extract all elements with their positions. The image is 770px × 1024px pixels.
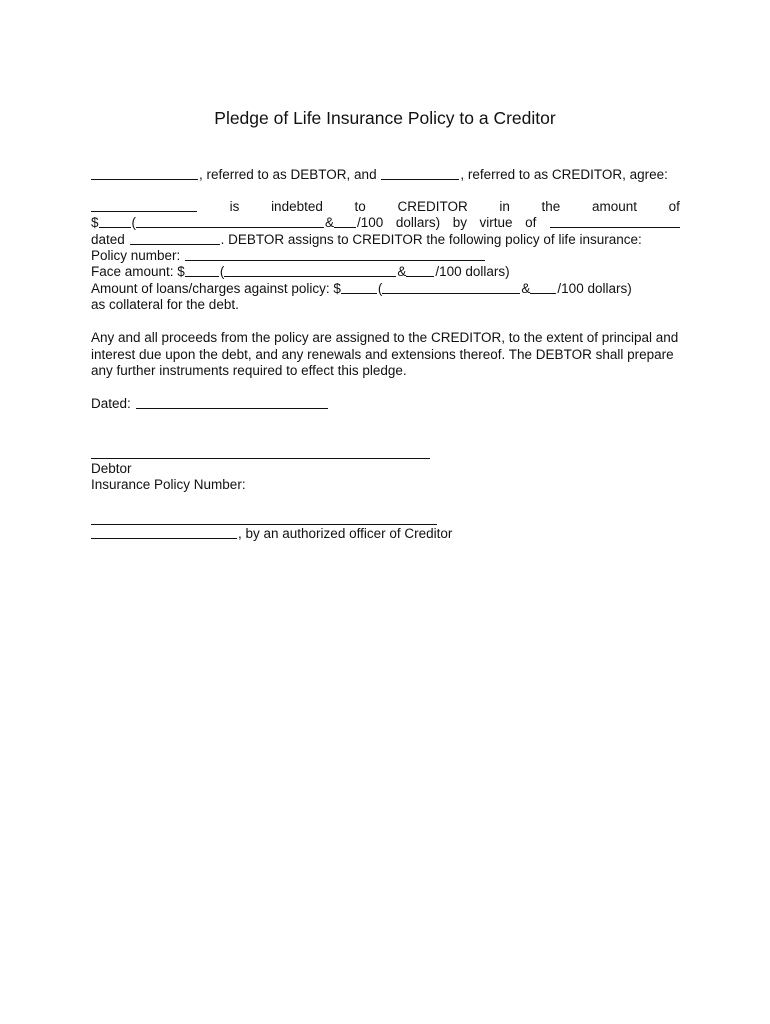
intro-line — [91, 167, 680, 183]
officer-name-blank[interactable] — [91, 526, 237, 539]
loans-tail: /100 dollars) — [557, 281, 632, 296]
agreement-date-blank[interactable] — [130, 232, 220, 245]
indebted-word-in: in — [499, 199, 510, 214]
proceeds-paragraph-line-3: any further instruments required to effect this pledge. — [91, 363, 407, 378]
amount-of-word: of — [525, 215, 537, 230]
face-amount-cents-blank[interactable] — [406, 264, 434, 277]
policy-number-label: Policy number: — [91, 248, 181, 263]
face-amount-line — [91, 264, 680, 280]
insurance-policy-number-label: Insurance Policy Number: — [91, 477, 246, 492]
intro-text-2: , referred to as CREDITOR, agree: — [460, 167, 668, 182]
amount-ampersand: & — [325, 215, 335, 230]
officer-line — [91, 526, 680, 542]
dated-assign-line — [91, 232, 680, 248]
indebted-line — [91, 199, 680, 215]
dated-blank[interactable] — [136, 396, 328, 409]
loans-line — [91, 281, 680, 297]
loans-open-paren: ( — [377, 281, 383, 296]
indebted-word-of: of — [668, 199, 680, 214]
document-title: Pledge of Life Insurance Policy to a Creditor — [214, 108, 556, 128]
policy-number-line — [91, 248, 680, 264]
virtue-of-blank[interactable] — [550, 215, 680, 228]
intro-text-1: , referred to as DEBTOR, and — [199, 167, 377, 182]
indebted-word-amount: amount — [591, 199, 638, 214]
assign-text: . DEBTOR assigns to CREDITOR the following policy of life insurance: — [220, 232, 642, 247]
collateral-line: as collateral for the debt. — [91, 297, 239, 312]
face-amount-label: Face amount: $ — [91, 264, 185, 279]
face-amount-words-blank[interactable] — [224, 264, 396, 277]
creditor-signature-line[interactable] — [91, 524, 437, 525]
debtor-name-blank[interactable] — [91, 167, 198, 180]
proceeds-paragraph-line-2: interest due upon the debt, and any renewals and extensions thereof. The DEBTOR shall prepare — [91, 347, 674, 362]
amount-dollars-blank[interactable] — [99, 215, 131, 228]
loans-label: Amount of loans/charges against policy: $ — [91, 281, 341, 296]
indebted-party-blank[interactable] — [91, 199, 197, 212]
dated-line — [91, 396, 680, 412]
dated-word: dated — [91, 232, 125, 247]
indebted-word-the: the — [541, 199, 561, 214]
indebted-word-creditor: CREDITOR — [397, 199, 468, 214]
proceeds-paragraph-line-1: Any and all proceeds from the policy are assigned to the CREDITOR, to the extent of principal and — [91, 330, 679, 345]
loans-cents-blank[interactable] — [530, 281, 556, 294]
creditor-name-blank[interactable] — [381, 167, 459, 180]
policy-number-blank[interactable] — [185, 248, 485, 261]
amount-words-blank[interactable] — [136, 215, 324, 228]
face-amount-open-paren: ( — [219, 264, 225, 279]
amount-dollars-word: dollars) — [395, 215, 441, 230]
loans-ampersand: & — [521, 281, 531, 296]
face-amount-tail: /100 dollars) — [435, 264, 510, 279]
amount-line — [91, 215, 680, 231]
debtor-signature-line[interactable] — [91, 458, 430, 459]
amount-cents-blank[interactable] — [334, 215, 356, 228]
dated-label: Dated: — [91, 396, 131, 411]
amount-dollar-sign: $ — [91, 215, 99, 230]
amount-virtue-word: virtue — [479, 215, 513, 230]
indebted-word-indebted: indebted — [271, 199, 323, 214]
amount-open-paren: ( — [131, 215, 137, 230]
amount-by-word: by — [452, 215, 467, 230]
loans-dollars-blank[interactable] — [341, 281, 377, 294]
officer-text: , by an authorized officer of Creditor — [238, 526, 453, 541]
indebted-word-is: is — [229, 199, 240, 214]
debtor-label: Debtor — [91, 461, 132, 476]
face-amount-ampersand: & — [397, 264, 407, 279]
indebted-word-to: to — [354, 199, 366, 214]
amount-per-100: /100 — [357, 215, 384, 230]
loans-words-blank[interactable] — [382, 281, 520, 294]
face-amount-dollars-blank[interactable] — [185, 264, 219, 277]
